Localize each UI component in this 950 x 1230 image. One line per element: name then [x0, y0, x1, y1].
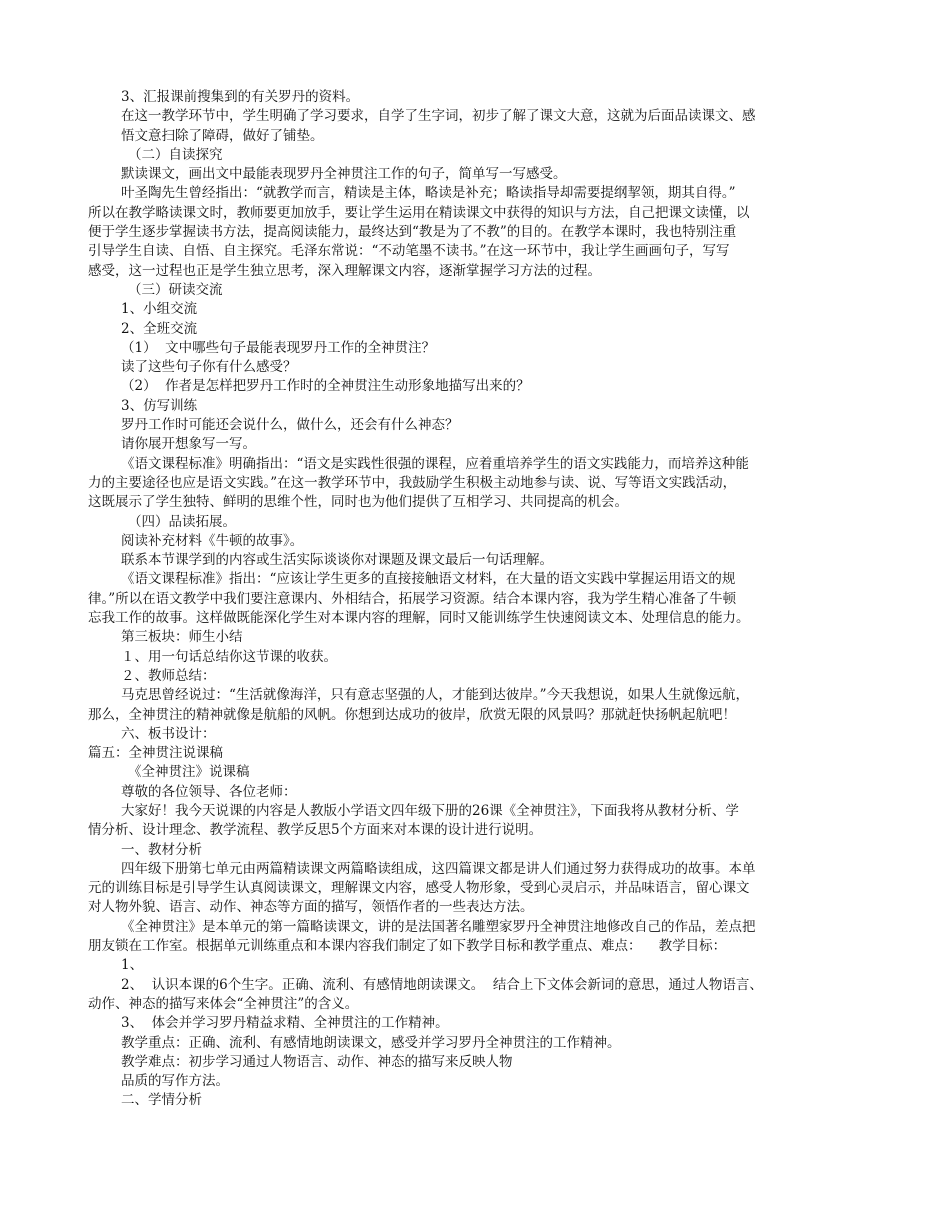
text-line: 1、 [121, 957, 144, 974]
text-line: 《全神贯注》是本单元的第一篇略读课文，讲的是法国著名雕塑家罗丹全神贯注地修改自己的作品，差点把 [121, 918, 756, 935]
text-line: 这既展示了学生独特、鲜明的思维个性，同时也为他们提供了互相学习、共同提高的机会。 [88, 494, 628, 511]
text-line: 情分析、设计理念、教学流程、教学反思5个方面来对本课的设计进行说明。 [88, 822, 543, 839]
text-line: 二、学情分析 [121, 1092, 202, 1109]
text-line: 尊敬的各位领导、各位老师： [121, 783, 297, 800]
text-line: 篇五：全神贯注说课稿 [88, 745, 223, 762]
text-line: （四）品读拓展。 [128, 513, 236, 530]
text-line: 力的主要途径也应是语文实践。”在这一教学环节中，我鼓励学生积极主动地参与读、说、写等语文实践活动， [88, 474, 737, 491]
text-line: 默读课文，画出文中最能表现罗丹全神贯注工作的句子，简单写一写感受。 [121, 166, 567, 183]
text-line: １、用一句话总结你这节课的收获。 [121, 648, 337, 665]
text-line: ２、教师总结： [121, 667, 216, 684]
text-line: 所以在教学略读课文时，教师要更加放手，要让学生运用在精读课文中获得的知识与方法，自己把课文读懂，以 [88, 204, 750, 221]
text-line: 2、 认识本课的6个生字。正确、流利、有感情地朗读课文。 结合上下文体会新词的意思，通过人物语言、 [121, 976, 763, 993]
text-line: 3、 体会并学习罗丹精益求精、全神贯注的工作精神。 [121, 1015, 449, 1032]
text-line: 《全神贯注》说课稿 [128, 764, 250, 781]
text-line: （二）自读探究 [128, 146, 223, 163]
text-line: （三）研读交流 [128, 281, 223, 298]
text-line: 教学难点：初步学习通过人物语言、动作、神态的描写来反映人物 [121, 1053, 513, 1070]
text-line: （1） 文中哪些句子最能表现罗丹工作的全神贯注？ [121, 339, 436, 356]
text-line: 朋友锁在工作室。根据单元训练重点和本课内容我们制定了如下教学目标和教学重点、难点： 教学目标： [88, 938, 727, 955]
text-line: 对人物外貌、语言、动作、神态等方面的描写，领悟作者的一些表达方法。 [88, 899, 534, 916]
text-line: 便于学生逐步掌握读书方法，提高阅读能力，最终达到“教是为了不教”的目的。在教学本课时，我也特别注重 [88, 224, 737, 241]
text-line: 感受，这一过程也正是学生独立思考，深入理解课文内容，逐渐掌握学习方法的过程。 [88, 262, 601, 279]
text-line: 忘我工作的故事。这样做既能深化学生对本课内容的理解，同时又能训练学生快速阅读文本、处理信息的能力。 [88, 610, 750, 627]
text-line: 四年级下册第七单元由两篇精读课文两篇略读组成，这四篇课文都是讲人们通过努力获得成功的故事。本单 [121, 860, 756, 877]
text-line: 2、全班交流 [121, 320, 198, 337]
text-line: 读了这些句子你有什么感受？ [121, 359, 297, 376]
text-line: 那么，全神贯注的精神就像是航船的风帆。你想到达成功的彼岸，欣赏无限的风景吗？那就赶快扬帆起航吧！ [88, 706, 736, 723]
text-line: 请你展开想象写一写。 [121, 436, 256, 453]
text-line: 动作、神态的描写来体会“全神贯注”的含义。 [88, 995, 359, 1012]
text-line: 3、仿写训练 [121, 397, 198, 414]
text-line: 教学重点：正确、流利、有感情地朗读课文，感受并学习罗丹全神贯注的工作精神。 [121, 1034, 621, 1051]
text-line: 马克思曾经说过：“生活就像海洋，只有意志坚强的人，才能到达彼岸。”今天我想说，如果人生就像远航， [121, 687, 750, 704]
text-line: 3、汇报课前搜集到的有关罗丹的资料。 [121, 89, 360, 105]
text-line: 品质的写作方法。 [121, 1073, 229, 1090]
text-line: 大家好！我今天说课的内容是人教版小学语文四年级下册的26课《全神贯注》，下面我将从教材分析、学 [121, 802, 739, 819]
text-line: 元的训练目标是引导学生认真阅读课文，理解课文内容，感受人物形象，受到心灵启示，并品味语言，留心课文 [88, 880, 750, 897]
text-line: 联系本节课学到的内容或生活实际谈谈你对课题及课文最后一句话理解。 [121, 552, 553, 569]
text-line: 律。”所以在语文教学中我们要注意课内、外相结合，拓展学习资源。结合本课内容，我为学生精心准备了牛顿 [88, 590, 737, 607]
text-line: 六、板书设计： [121, 725, 216, 742]
text-line: 悟文意扫除了障碍，做好了铺垫。 [121, 127, 324, 144]
text-line: （2） 作者是怎样把罗丹工作时的全神贯注生动形象地描写出来的？ [121, 378, 530, 395]
text-line: 罗丹工作时可能还会说什么，做什么，还会有什么神态？ [121, 417, 459, 434]
text-line: 在这一教学环节中，学生明确了学习要求，自学了生字词，初步了解了课文大意，这就为后面品读课文、感 [121, 108, 756, 125]
text-line: 1、小组交流 [121, 301, 198, 318]
text-line: 《语文课程标准》明确指出：“语文是实践性很强的课程，应着重培养学生的语文实践能力，而培养这种能 [121, 455, 749, 472]
text-line: 第三板块：师生小结 [121, 629, 243, 646]
text-line: 引导学生自读、自悟、自主探究。毛泽东常说：“不动笔墨不读书。”在这一环节中，我让学生画画句子，写写 [88, 243, 730, 260]
text-line: 阅读补充材料《牛顿的故事》。 [121, 532, 304, 549]
text-line: 叶圣陶先生曾经指出：“就教学而言，精读是主体，略读是补充；略读指导却需要提纲挈领，期其自得。” [121, 185, 736, 202]
text-line: 一、教材分析 [121, 841, 202, 858]
text-line: 《语文课程标准》指出：“应该让学生更多的直接接触语文材料，在大量的语文实践中掌握运用语文的规 [121, 571, 736, 588]
